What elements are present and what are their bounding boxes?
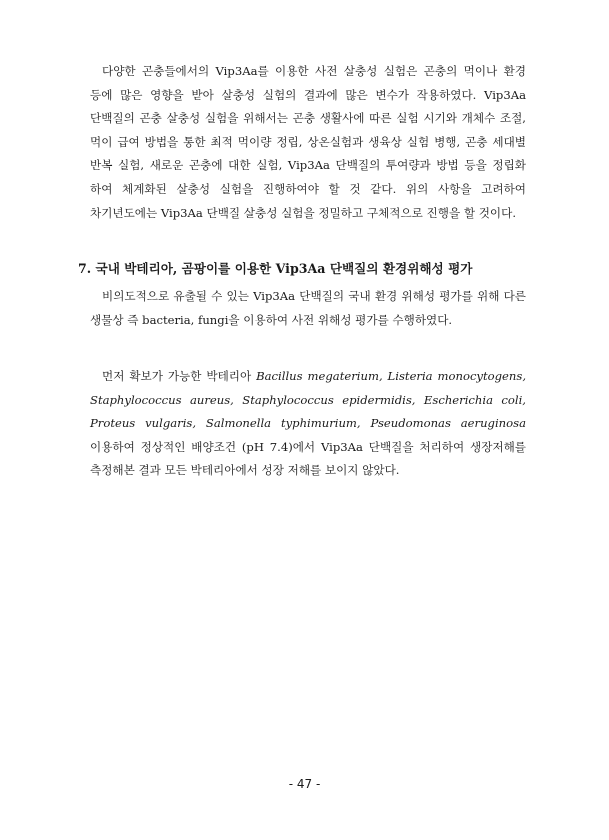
paragraph-2-text: 비의도적으로 유출될 수 있는 Vip3Aa 단백질의 국내 환경 위해성 평가를 위해 다른 생물상 즉 bacteria, fungi을 이용하여 사전 위해성 평가를 수행하였다.: [90, 289, 526, 327]
page-number: - 47 -: [288, 777, 321, 791]
paragraph-3-intro: 먼저 확보가 가능한 박테리아: [102, 369, 257, 383]
section-heading: 7. 국내 박테리아, 곰팡이를 이용한 Vip3Aa 단백질의 환경위해성 평가: [78, 261, 473, 276]
paragraph-bacteria-test: [90, 365, 526, 483]
bacteria-species-list: Bacillus megaterium, Listeria monocytogens, Staphylococcus aureus, Staphylococcus epidermidis, Escherichia coli, Proteus vulgaris, Salmonella typhimurium, Pseudomonas aeruginosa: [90, 369, 527, 431]
paragraph-risk-assessment: [90, 285, 526, 332]
paragraph-insecticidal-experiment: [90, 60, 526, 225]
paragraph-1-text: 다양한 곤충들에서의 Vip3Aa를 이용한 사전 살충성 실험은 곤충의 먹이나 환경 등에 많은 영향을 받아 살충성 실험의 결과에 많은 변수가 작용하였다. Vip3Aa 단백질의 곤충 살충성 실험을 위해서는 곤충 생활사에 따른 실험 시기와 개체수 조절, 먹이 급여 방법을 통한 최적 먹이량 정립, 상온실험과 생육상 실험 병행, 곤충 세대별 반복 실험, 새로운 곤충에 대한 실험, Vip3Aa 단백질의 투여량과 방법 등을 정립화 하여 체계화된 살충성 실험을 진행하여야 할 것 같다. 위의 사항을 고려하여 차기년도에는 Vip3Aa 단백질 살충성 실험을 정밀하고 구체적으로 진행을 할 것이다.: [90, 64, 526, 220]
paragraph-3-rest: 이용하여 정상적인 배양조건 (pH 7.4)에서 Vip3Aa 단백질을 처리하여 생장저해를 측정해본 결과 모든 박테리아에서 성장 저해를 보이지 않았다.: [90, 439, 526, 478]
